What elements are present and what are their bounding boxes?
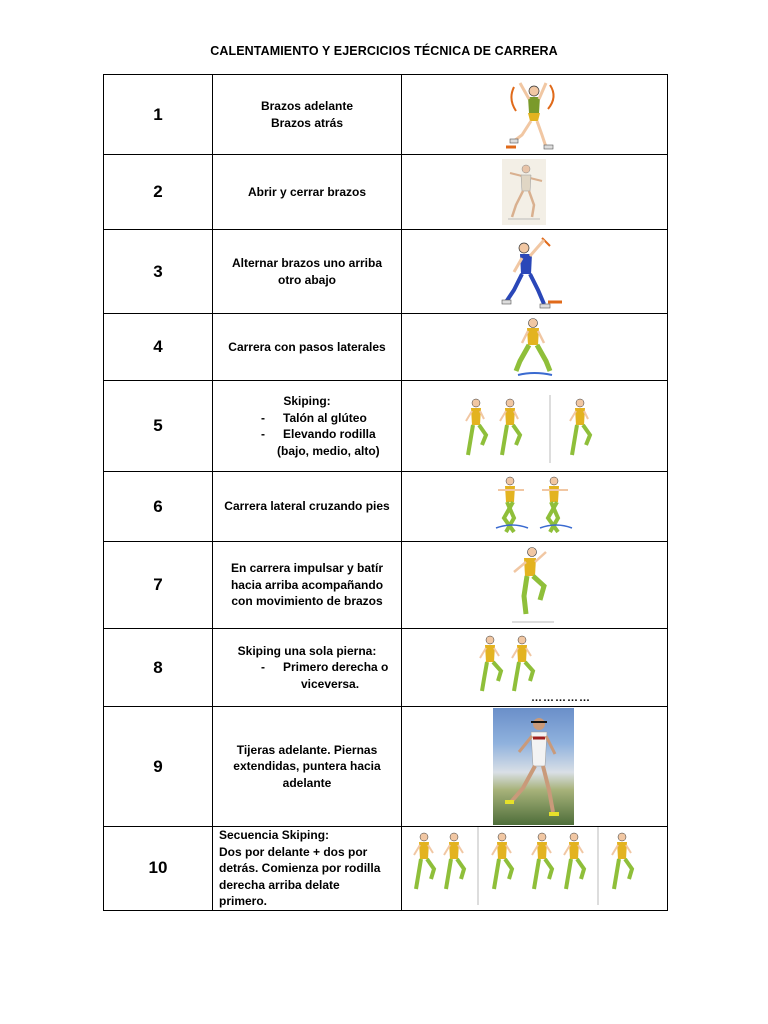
row-description [213, 472, 402, 542]
single-leg-skipping-figures-icon [474, 633, 554, 699]
exercise-illustration-cell [402, 629, 668, 707]
description-line: Carrera con pasos laterales [228, 339, 386, 354]
table-row [104, 629, 668, 707]
table-row [104, 542, 668, 629]
open-close-arms-figure-icon [502, 159, 546, 225]
description-line: Dos por delante + dos por [219, 844, 368, 859]
description-line: Secuencia Skiping: [219, 828, 330, 842]
description-line: Tijeras adelante. Piernas [236, 742, 378, 757]
bullet-item: - Talón al glúteo [261, 410, 367, 425]
row-description [213, 629, 402, 707]
skipping-figures-icon [460, 395, 660, 465]
row-description [213, 827, 402, 911]
row-description [213, 542, 402, 629]
row-number: 1 [104, 75, 213, 155]
description-line: derecha arriba delate [219, 877, 340, 892]
row-number: 2 [104, 155, 213, 230]
table-row [104, 707, 668, 827]
description-line: Abrir y cerrar brazos [247, 184, 367, 199]
jump-drive-figure-icon [502, 544, 558, 624]
row-number: 9 [104, 707, 213, 827]
description-line: hacia arriba acompañando [230, 577, 384, 592]
description-line: otro abajo [277, 272, 336, 287]
arms-forward-back-figure-icon [502, 77, 562, 153]
row-number: 10 [104, 827, 213, 911]
exercise-illustration-cell [402, 230, 668, 314]
exercise-illustration-cell [402, 707, 668, 827]
row-number: 5 [104, 381, 213, 472]
exercise-illustration-cell [402, 75, 668, 155]
description-line: detrás. Comienza por rodilla [219, 861, 381, 875]
description-line: adelante [282, 775, 332, 790]
runner-photo [493, 708, 574, 825]
description-note: viceversa. [301, 676, 360, 691]
description-line: Alternar brazos uno arriba [231, 256, 383, 270]
row-description [213, 381, 402, 472]
description-line: primero. [219, 894, 268, 908]
row-number: 4 [104, 314, 213, 381]
table-row [104, 230, 668, 314]
exercise-illustration-cell [402, 827, 668, 911]
exercise-illustration-cell [402, 381, 668, 472]
document-title: CALENTAMIENTO Y EJERCICIOS TÉCNICA DE CARRERA [210, 44, 558, 58]
exercise-illustration-cell [402, 542, 668, 629]
exercise-illustration-cell [402, 314, 668, 381]
exercise-table [103, 74, 668, 911]
table-row [104, 472, 668, 542]
exercise-illustration-cell [402, 155, 668, 230]
description-heading: Skiping una sola pierna: [237, 643, 377, 658]
row-description [213, 155, 402, 230]
table-row [104, 381, 668, 472]
bullet-item: - Primero derecha o [261, 660, 389, 675]
runner-figure-icon [493, 708, 574, 825]
description-line: Brazos atrás [270, 115, 344, 130]
row-number: 6 [104, 472, 213, 542]
description-line: En carrera impulsar y batír [230, 561, 384, 576]
description-line: Brazos adelante [260, 99, 354, 113]
row-description [213, 314, 402, 381]
lateral-steps-figure-icon [510, 315, 556, 379]
bullet-item: - Elevando rodilla [261, 427, 376, 441]
row-description [213, 707, 402, 827]
row-number: 7 [104, 542, 213, 629]
description-line: extendidas, puntera hacia [233, 759, 381, 774]
description-line: con movimiento de brazos [231, 594, 383, 609]
row-description [213, 230, 402, 314]
ellipsis-mark: …………… [531, 692, 591, 704]
description-heading: Skiping: [283, 394, 331, 408]
row-number: 8 [104, 629, 213, 707]
table-row [104, 75, 668, 155]
table-row [104, 155, 668, 230]
description-line: Carrera lateral cruzando pies [224, 499, 390, 514]
row-number: 3 [104, 230, 213, 314]
alternate-arms-figure-icon [500, 232, 566, 312]
lateral-crossover-figures-icon [492, 474, 576, 538]
description-note: (bajo, medio, alto) [277, 443, 380, 458]
table-row [104, 314, 668, 381]
exercise-illustration-cell [402, 472, 668, 542]
table-row [104, 827, 668, 911]
row-description [213, 75, 402, 155]
skipping-sequence-figures-icon [410, 827, 660, 907]
